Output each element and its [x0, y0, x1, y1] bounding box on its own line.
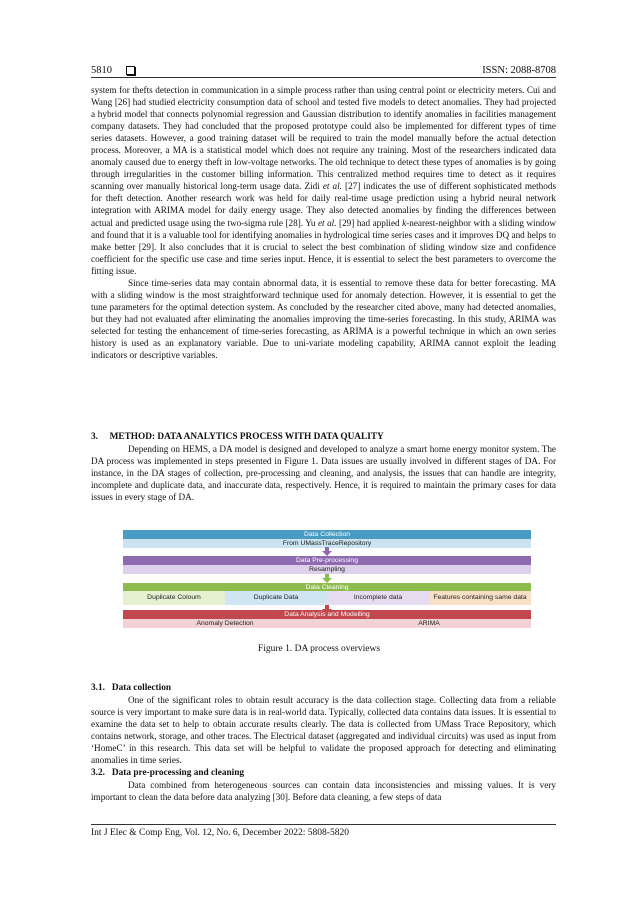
- band-analysis-modelling: Data Analysis and Modelling: [123, 610, 531, 619]
- footer-rule: [91, 824, 556, 825]
- band-data-preprocessing: Data Pre-processing: [123, 556, 531, 565]
- cell-incomplete-data: Incomplete data: [327, 591, 429, 605]
- arrow-down-icon: [322, 574, 332, 583]
- band-data-collection: Data Collection: [123, 530, 531, 539]
- figure-caption: Figure 1. DA process overviews: [257, 644, 381, 654]
- section-3: [91, 431, 556, 503]
- header-rule: [91, 77, 556, 78]
- cell-resampling: Resampling: [309, 565, 345, 573]
- paragraph-3: Depending on HEMS, a DA model is designed and developed to analyze a smart home energy monitor system. The DA process was implemented in steps presented in Figure 1. Data issues are usually involved in different stages of DA. For instance, in the DA stages of collection, pre-processing and cleaning, and analysis, the issues that can handle are integrity, incomplete and duplicate data, and inaccurate data, respectively. Hence, it is required to maintain the primary cases for data issues in every stage of DA.: [91, 444, 556, 503]
- row-cleaning: [123, 591, 531, 605]
- row-analysis: [123, 619, 531, 628]
- body-text-upper: [91, 84, 556, 361]
- paragraph-1: system for thefts detection in communication in a simple process rather than using central point or electricity meters. Cui and Wang [26] had studied electricity consumption data of school and tested five models to detect anomalies. They had projected a hybrid model that connects polynomial regression and Gaussian distribution to identify anomalies in facilities management company datasets. They had concluded that the proposed prototype could also be implemented for different types of time series datasets. However, a good training dataset will be required to train the model manually before the actual detection process. Moreover, a MA is a statistical model which does not require any training. Most of the researchers indicated data anomaly caused due to energy theft in low-voltage networks. The old technique to detect these types of anomalies is by going through irregularities in the customer billing information. This centralized method requires time to detect as it requires scanning over manually historical long-term usage data. Zidi et al. [27] indicates the use of different sophisticated methods for theft detection. Another research work was held for daily real-time usage prediction using a hybrid neural network integration with ARIMA model for daily energy usage. They also detected anomalies by finding the differences between actual and predicted usage using the two-sigma rule [28]. Yu et al. [29] had applied k-nearest-neighbor with a sliding window and found that it is a valuable tool for identifying anomalies in hydrological time series cases and it improves DQ and helps to make better [29]. It also concludes that it is crucial to select the best combination of sliding window size and confidence coefficient for the specific use case and time series input. Hence, it is essential to select the best parameters to overcome the fitting issue.: [91, 85, 557, 276]
- paragraph-5: Data combined from heterogeneous sources can contain data inconsistencies and missing values. It is very important to clean the data before data analyzing [30]. Before data cleaning, a few steps of data: [91, 780, 556, 803]
- section-3-heading: 3. METHOD: DATA ANALYTICS PROCESS WITH DATA QUALITY: [91, 432, 384, 442]
- issn: ISSN: 2088-8708: [482, 65, 556, 76]
- subsection-3-1-heading: 3.1. Data collection: [91, 683, 172, 693]
- row-preprocessing: [123, 565, 531, 574]
- footer-citation: Int J Elec & Comp Eng, Vol. 12, No. 6, December 2022: 5808-5820: [91, 828, 349, 838]
- cell-arima: ARIMA: [327, 619, 531, 628]
- section-3-1: [91, 682, 556, 766]
- cell-anomaly-detection: Anomaly Detection: [123, 619, 327, 628]
- band-data-cleaning: Data Cleaning: [123, 583, 531, 592]
- paragraph-4: One of the significant roles to obtain result accuracy is the data collection stage. Collecting data from a reliable source is very important to make sure data is in real-world data. Typically, collected data contains data issues. It is essential to examine the data set to help to obtain accurate results clearly. The data is collected from UMass Trace Repository, which contains network, storage, and other traces. The Electrical dataset (aggregated and individual circuits) was used as input from ‘HomeC’ in this research. This data set will be helpful to validate the proposed approach for detecting and eliminating anomalies in time series.: [91, 695, 556, 766]
- figure-1-da-process: [123, 528, 531, 628]
- subsection-3-2-heading: 3.2. Data pre-processing and cleaning: [91, 768, 245, 778]
- header-left: [91, 65, 135, 76]
- checkbox-square-icon: [126, 66, 135, 75]
- cell-features-same-data: Features containing same data: [429, 591, 531, 605]
- cell-duplicate-data: Duplicate Data: [225, 591, 327, 605]
- cell-from-umass: From UMassTraceRepository: [282, 539, 372, 547]
- paragraph-2: Since time-series data may contain abnormal data, it is essential to remove these data for better forecasting. MA with a sliding window is the most straightforward technique used for anomaly detection. However, it is essential to get the tune parameters for the optimal detection system. As concluded by the researcher cited above, many had detected anomalies, but they had not evaluated after eliminating the anomalies improving the time-series forecasting. In this study, ARIMA was selected for testing the enhancement of time-series forecasting, as ARIMA is a powerful technique in which an own series history is used as an explanatory variable. Due to uni-variate modeling capability, ARIMA cannot exploit the leading indicators or descriptive variables.: [91, 277, 556, 361]
- arrow-down-icon: [322, 547, 332, 556]
- page-number: 5810: [91, 65, 112, 76]
- cell-duplicate-coloum: Duplicate Coloum: [123, 591, 225, 605]
- section-3-2: [91, 767, 556, 803]
- page-header: [91, 56, 556, 76]
